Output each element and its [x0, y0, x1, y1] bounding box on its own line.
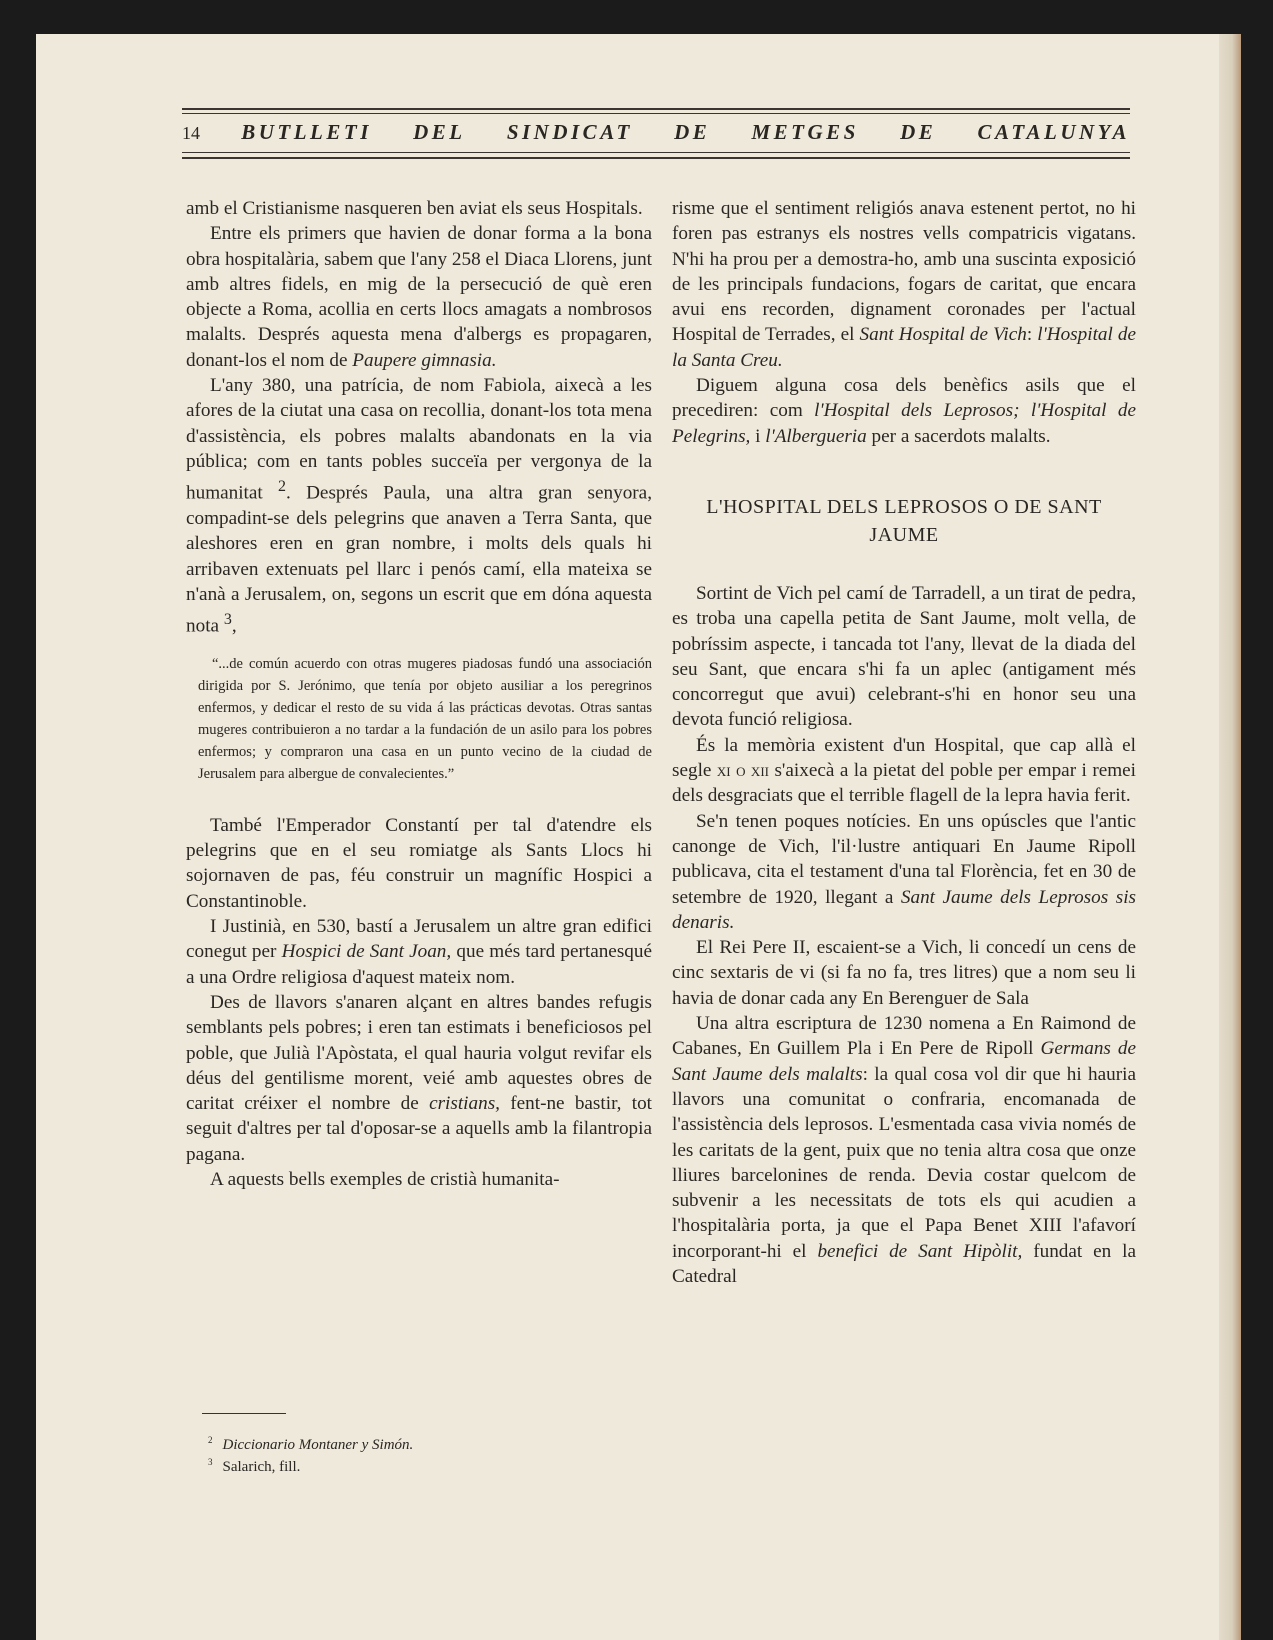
paragraph: I Justinià, en 530, bastí a Jerusalem un altre gran edifici conegut per Hospici de Sant Joan, que més tard pertanesqué a una Ordre religiosa d'aquest mateix nom.	[186, 916, 652, 988]
right-column	[672, 196, 1136, 1289]
paragraph: És la memòria existent d'un Hospital, que cap allà el segle xi o xii s'aixecà a la pietat del poble per empar i remei dels desgraciats que el terrible flagell de la lepra havia ferit.	[672, 734, 1137, 807]
paragraph: També l'Emperador Constantí per tal d'atendre els pelegrins que en el seu romiatge als Sants Llocs hi sojornaven de pas, féu construir un magnífic Hospici a Constantinoble.	[186, 814, 652, 912]
page-edge	[1219, 34, 1241, 1640]
block-quote: “...de común acuerdo con otras mugeres piadosas fundó una associación dirigida por S. Jerónimo, que tenía por objeto ausiliar a los peregrinos enfermos, y dedicar el resto de su vida á las prácticas devotas. Otras santas mugeres contribuieron a no tardar a la fundación de un asilo para los pobres enfermos; y compraron una casa en un punto vecino de la ciudad de Jerusalem para albergue de convalecientes.”	[198, 655, 652, 782]
header-word: CATALUNYA	[977, 120, 1130, 144]
paragraph: risme que el sentiment religiós anava estenent pertot, no hi foren pas estranys els nostres vells compatricis vigatans. N'hi ha prou per a demostra-ho, amb una suscinta exposició de les principals fundacions, fogars de caritat, que encara avui ens recorden, dignament coronades per l'actual Hospital de Terrades, el Sant Hospital de Vich: l'Hospital de la Santa Creu.	[672, 198, 1137, 371]
footnotes	[208, 1432, 413, 1476]
footnote-divider	[202, 1413, 286, 1414]
header-word: DE	[900, 120, 937, 144]
left-column	[186, 196, 652, 1192]
paragraph: El Rei Pere II, escaient-se a Vich, li concedí un cens de cinc sextaris de vi (si fa no fa, tres litres) que a nom seu li havia de donar cada any En Berenguer de Sala	[672, 937, 1136, 1009]
paragraph: Sortint de Vich pel camí de Tarradell, a un tirat de pedra, es troba una capella petita de Sant Jaume, molt vella, de pobríssim aspecte, i tancada tot l'any, llevat de la diada del seu Sant, que encara s'hi fa un aplec (antigament més concorregut que avui) celebrant-s'hi en honor seu una devota funció religiosa.	[672, 582, 1136, 731]
paragraph: amb el Cristianisme nasqueren ben aviat els seus Hospitals.	[186, 198, 643, 219]
page-number: 14	[182, 123, 200, 143]
running-header	[182, 108, 1130, 162]
footnote: $^2$ Diccionario Montaner y Simón.	[208, 1435, 414, 1453]
paragraph: L'any 380, una patrícia, de nom Fabiola, aixecà a les afores de la ciutat una casa on recollia, donant-los tota mena d'assistència, els pobres malalts abandonats en la via pública; com en tants pobles succeïa per vergonya de la humanitat $^2$. Després Paula, una altra gran senyora, compadint-se dels pelegrins que anaven a Terra Santa, que aleshores eren en gran nombre, i molts dels quals hi arribaven extenuats pel llarc i penós camí, ella mateixa se n'anà a Jerusalem, on, segons un escrit que em dóna aquesta nota $^3$,	[186, 375, 653, 637]
header-word: DE	[674, 120, 711, 144]
header-word: METGES	[751, 120, 859, 144]
paragraph: Se'n tenen poques notícies. En uns opúscles que l'antic canonge de Vich, l'il·lustre antiquari En Jaume Ripoll publicava, cita el testament d'una tal Florència, fet en 30 de setembre de 1920, llegant a Sant Jaume dels Leprosos sis denaris.	[672, 810, 1136, 933]
header-word: SINDICAT	[506, 120, 633, 144]
header-word: BUTLLETI	[241, 120, 372, 144]
paragraph: Entre els primers que havien de donar forma a la bona obra hospitalària, sabem que l'any 258 el Diaca Llorens, junt amb altres fidels, en mig de la persecució de què eren objecte a Roma, acollia en certs llocs amagats a nombrosos malalts. Després aquesta mena d'albergs es propagaren, donant-los el nom de Paupere gimnasia.	[186, 223, 652, 371]
footnote-ref[interactable]: 3	[223, 611, 232, 629]
footnote-ref[interactable]: 2	[278, 478, 287, 496]
paragraph: Des de llavors s'anaren alçant en altres bandes refugis semblants pels pobres; i eren tan estimats i beneficiosos pel poble, que Julià l'Apòstata, el qual hauria volgut revifar els déus del gentilisme morent, veié amb aquestes obres de caritat créixer el nombre de cristians, fent-ne bastir, tot seguit d'altres per tal d'oposar-se a aquells amb la filantropia pagana.	[186, 991, 652, 1165]
footnote: $^3$ Salarich, fill.	[208, 1457, 301, 1475]
paragraph: Diguem alguna cosa dels benèfics asils que el precediren: com l'Hospital dels Leprosos; l'Hospital de Pelegrins, i l'Albergueria per a sacerdots malalts.	[672, 375, 1136, 447]
paragraph: Una altra escriptura de 1230 nomena a En Raimond de Cabanes, En Guillem Pla i En Pere de Ripoll Germans de Sant Jaume dels malalts: la qual cosa vol dir que hi hauria llavors una comunitat o confraria, encomanada de l'assistència dels leprosos. L'esmentada casa vivia només de les caritats de la gent, puix que no tenia altra cosa que onze lliures barcelonines de renda. Devia costar quelcom de subvenir a les necessitats de tots els qui acudien a l'hospitalària porta, ja que el Papa Benet XIII l'afavorí incorporant-hi el benefici de Sant Hipòlit, fundat en la Catedral	[672, 1013, 1137, 1287]
paragraph: A aquests bells exemples de cristià humanita-	[210, 1168, 560, 1190]
section-heading: L'HOSPITAL DELS LEPROSOS O DE SANT JAUME	[706, 495, 1102, 546]
header-word: DEL	[413, 120, 466, 144]
